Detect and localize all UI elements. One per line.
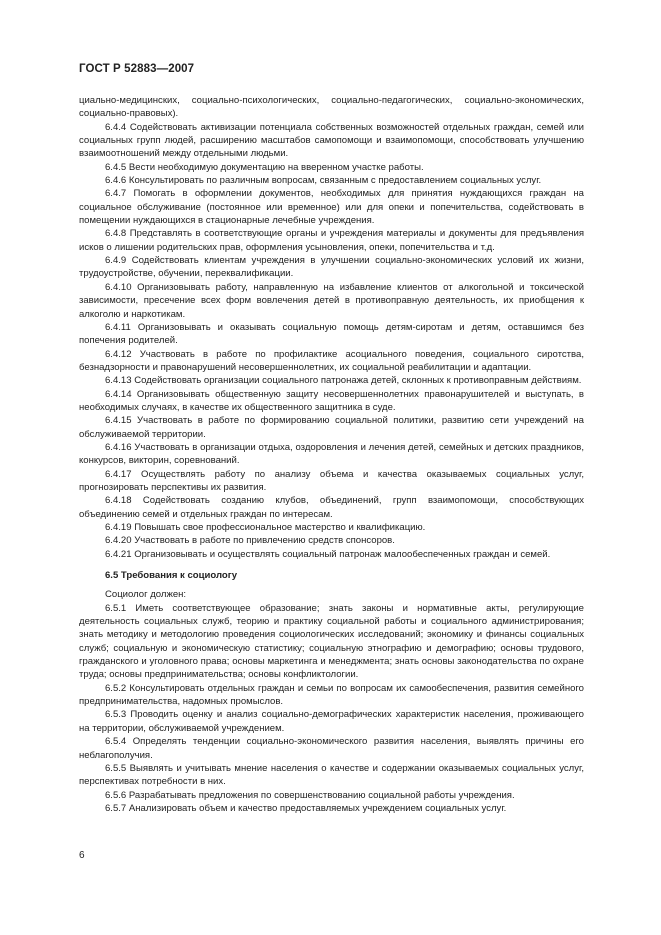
document-paragraph: 6.4.13 Содействовать организации социального патронажа детей, склонных к противоправным действиям.: [105, 375, 582, 387]
document-paragraph: 6.4.15 Участвовать в работе по формированию социальной политики, развитию сети учреждений на обслуживаемой территории.: [79, 415, 584, 440]
section-heading: 6.5 Требования к социологу: [105, 570, 238, 582]
document-paragraph: циально-медицинских, социально-психологических, социально-педагогических, социально-экономических, социально-правовых).: [79, 95, 584, 120]
document-paragraph: 6.4.10 Организовывать работу, направленную на избавление клиентов от алкогольной и токсической зависимости, пресечение всех форм вовлечения детей в противоправную деятельность, их приобщения к алкоголю и наркотикам.: [79, 281, 584, 320]
document-paragraph: 6.4.18 Содействовать созданию клубов, объединений, групп взаимопомощи, способствующих объединению семей и отдельных граждан по интересам.: [79, 495, 584, 520]
document-paragraph: 6.4.11 Организовывать и оказывать социальную помощь детям-сиротам и детям, оставшимся без попечения родителей.: [79, 321, 584, 347]
document-paragraph: 6.4.4 Содействовать активизации потенциала собственных возможностей отдельных граждан, семей или социальных групп людей, расширению масштабов самопомощи и взаимопомощи, способствовать улучшению взаимоотношений между отдельными людьми.: [79, 121, 584, 160]
document-paragraph: 6.5.7 Анализировать объем и качество предоставляемых учреждением социальных услуг.: [105, 802, 507, 814]
document-paragraph: 6.4.17 Осуществлять работу по анализу объема и качества оказываемых социальных услуг, прогнозировать перспективы их развития.: [79, 468, 584, 493]
document-paragraph: 6.4.5 Вести необходимую документацию на вверенном участке работы.: [105, 161, 424, 173]
document-paragraph: 6.4.7 Помогать в оформлении документов, необходимых для принятия нуждающихся граждан на социальное обслуживание (постоянное или временное) или для опеки и попечительства, содействовать в помещении нуждающихся в стационарные лечебные учреждения.: [79, 188, 584, 227]
document-paragraph: 6.4.21 Организовывать и осуществлять социальный патронаж малообеспеченных граждан и семей.: [105, 548, 551, 560]
document-paragraph: 6.5.1 Иметь соответствующее образование; знать законы и нормативные акты, регулирующие деятельность социальных служб, теорию и практику социальной работы и социального администрирования; знать методику и методологию проведения социологических исследований; экономику и финансы социальных служб; социальную и экономическую статистику; социальную этнографию и демографию; основы трудового, гражданского и уголовного права; основы маркетинга и менеджмента; знать основы законодательства по охране труда; основы предпринимательства; основы конфликтологии.: [79, 602, 584, 681]
document-body: [79, 94, 584, 815]
document-paragraph: 6.4.9 Содействовать клиентам учреждения в улучшении социально-экономических условий их жизни, трудоустройстве, обучении, переквалификации.: [79, 255, 584, 280]
document-paragraph: 6.5.3 Проводить оценку и анализ социально-демографических характеристик населения, проживающего на территории, обслуживаемой учреждением.: [79, 709, 584, 734]
document-paragraph: 6.5.4 Определять тенденции социально-экономического развития населения, выявлять причины его неблагополучия.: [79, 736, 584, 761]
page-number: 6: [79, 850, 85, 861]
document-paragraph: 6.4.8 Представлять в соответствующие органы и учреждения материалы и документы для предъявления исков о лишении родительских прав, оформления усыновления, опеки, попечительства и т.д.: [79, 228, 584, 253]
document-paragraph: 6.4.14 Организовывать общественную защиту несовершеннолетних правонарушителей и выступать, в необходимых случаях, в качестве их общественного защитника в суде.: [79, 388, 584, 413]
standard-header: ГОСТ Р 52883—2007: [79, 63, 195, 75]
document-paragraph: 6.5.5 Выявлять и учитывать мнение населения о качестве и содержании оказываемых социальных услуг, перспективах потребности в них.: [79, 762, 584, 788]
document-paragraph: 6.4.20 Участвовать в работе по привлечению средств спонсоров.: [105, 535, 395, 547]
document-paragraph: Социолог должен:: [105, 589, 187, 601]
document-paragraph: 6.5.6 Разрабатывать предложения по совершенствованию социальной работы учреждения.: [105, 789, 515, 801]
document-paragraph: 6.4.19 Повышать свое профессиональное мастерство и квалификацию.: [105, 522, 426, 533]
document-paragraph: 6.4.6 Консультировать по различным вопросам, связанным с предоставлением социальных услуг.: [105, 175, 542, 187]
document-paragraph: 6.4.12 Участвовать в работе по профилактике асоциального поведения, социального сиротства, безнадзорности и правонарушений несовершеннолетних, их социальной реабилитации и адаптации.: [79, 348, 584, 373]
document-paragraph: 6.5.2 Консультировать отдельных граждан и семьи по вопросам их самообеспечения, развития семейного предпринимательства, надомных промыслов.: [79, 682, 584, 708]
document-paragraph: 6.4.16 Участвовать в организации отдыха, оздоровления и лечения детей, семейных и детских праздников, конкурсов, викторин, соревнований.: [79, 441, 584, 467]
